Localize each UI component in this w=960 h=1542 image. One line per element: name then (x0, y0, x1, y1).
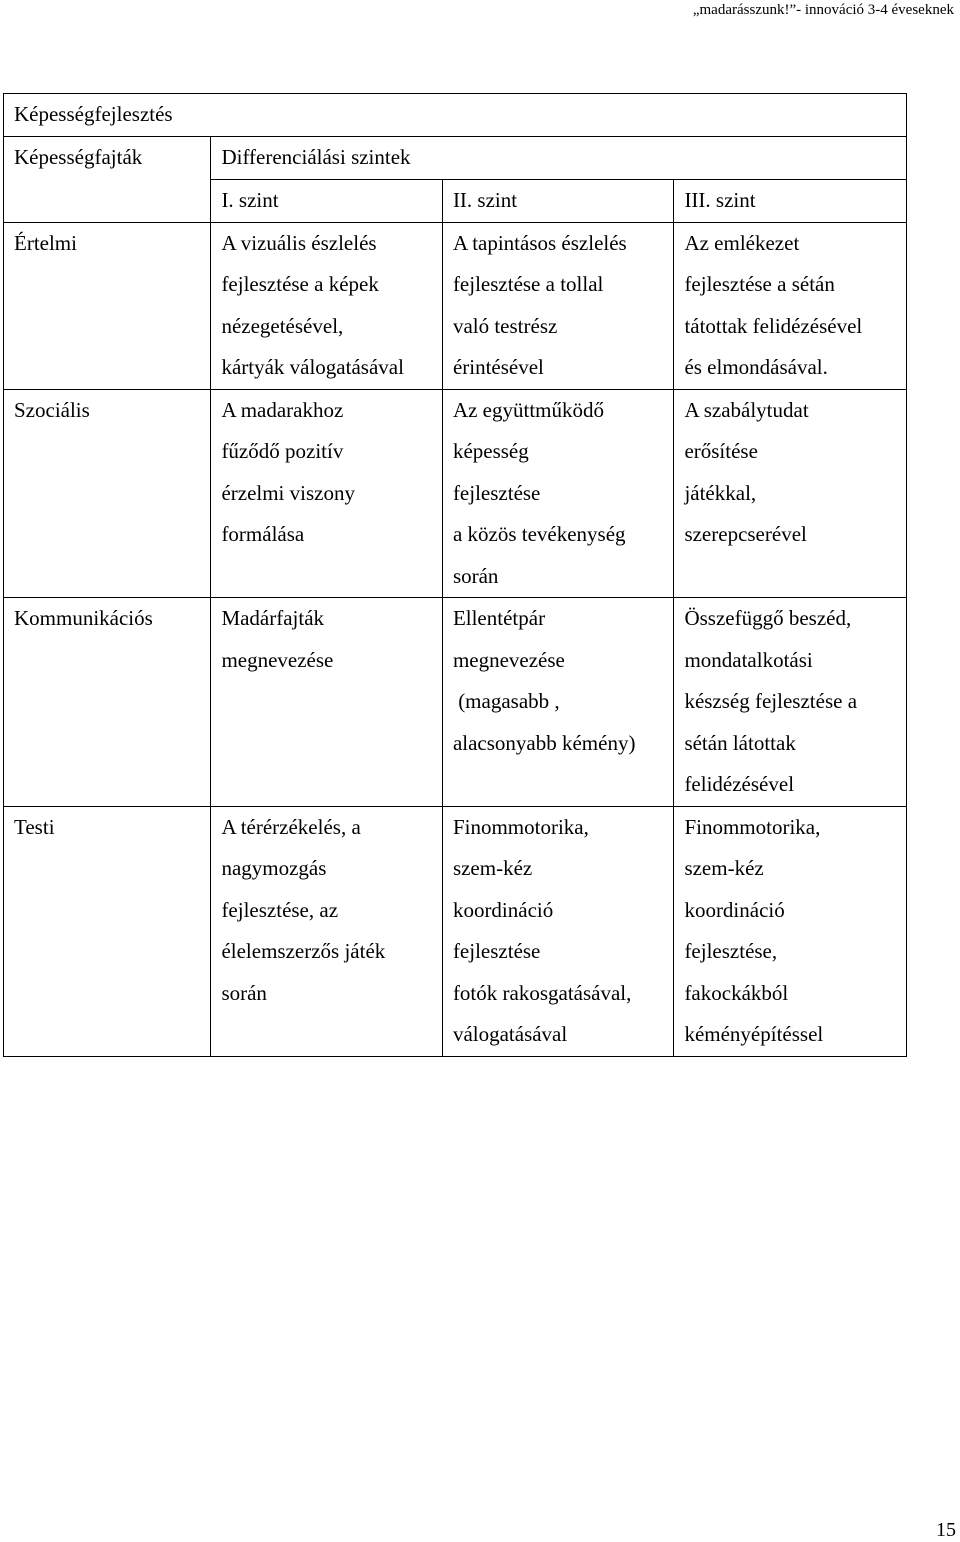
cell-line: koordináció (452, 897, 554, 922)
table-header-row (4, 136, 907, 179)
cell-line: fejlesztése a sétán (684, 272, 835, 296)
level-header-3: III. szint (674, 179, 907, 222)
cell-line: Az együttműködő (452, 397, 604, 422)
cell-line: A madarakhoz (221, 397, 344, 422)
cell-level-3 (674, 222, 907, 389)
table-row-szocialis (4, 389, 907, 598)
cell-line: nagymozgás (221, 856, 327, 880)
cell-level-2 (442, 222, 674, 389)
cell-line: fejlesztése (452, 480, 541, 505)
cell-line: mondatalkotási (684, 647, 813, 672)
cell-line: fakockákból (684, 980, 789, 1005)
cell-line: fotók rakosgatásával, (452, 980, 632, 1005)
cell-line: (magasabb , (452, 689, 560, 713)
cell-line: kártyák válogatásával (221, 355, 404, 379)
cell-line: nézegetésével, (221, 313, 344, 338)
cell-line: Összefüggő beszéd, (684, 606, 852, 630)
row-label: Értelmi (4, 222, 211, 389)
cell-line: fejlesztése, (684, 939, 778, 963)
cell-line: szem-kéz (684, 856, 764, 880)
cell-line: alacsonyabb kémény) (452, 730, 636, 755)
cell-line: való testrész (452, 313, 558, 338)
cell-line: játékkal, (684, 480, 757, 505)
cell-line: válogatásával (452, 1022, 568, 1046)
cell-line: szerepcserével (684, 522, 807, 546)
cell-line: Az emlékezet (684, 230, 800, 255)
cell-level-1 (211, 806, 443, 1056)
cell-level-2 (442, 806, 674, 1056)
cell-line: Ellentétpár (452, 606, 546, 630)
cell-line: Finommotorika, (684, 814, 821, 839)
levels-header: Differenciálási szintek (211, 136, 907, 179)
table-row-kommunikacios (4, 598, 907, 807)
page-number: 15 (936, 1519, 956, 1541)
row-label: Testi (4, 806, 211, 1056)
cell-level-1 (211, 598, 443, 807)
skill-development-table (3, 93, 907, 1057)
running-header: „madarásszunk!”- innováció 3-4 éveseknek (692, 2, 954, 18)
table-row-testi (4, 806, 907, 1056)
cell-line: élelemszerzős játék (221, 939, 386, 963)
cell-line: koordináció (684, 897, 785, 922)
table-row-ertelmi (4, 222, 907, 389)
cell-line: sétán látottak (684, 730, 796, 755)
cell-level-2 (442, 389, 674, 598)
cell-line: tátottak felidézésével (684, 313, 863, 338)
cell-line: formálása (221, 522, 305, 546)
level-header-2: II. szint (442, 179, 674, 222)
cell-level-1 (211, 389, 443, 598)
cell-line: felidézésével (684, 772, 795, 796)
kinds-header: Képességfajták (4, 136, 211, 222)
table-title-row (4, 94, 907, 137)
cell-line: fűződő pozitív (221, 439, 344, 463)
table-title: Képességfejlesztés (4, 94, 907, 137)
cell-line: erősítése (684, 439, 758, 463)
cell-line: A tapintásos észlelés (452, 230, 627, 255)
cell-line: megnevezése (452, 647, 565, 672)
cell-line: Finommotorika, (452, 814, 589, 839)
cell-line: során (221, 980, 267, 1005)
cell-level-3 (674, 806, 907, 1056)
cell-line: A térérzékelés, a (221, 814, 361, 839)
cell-line: és elmondásával. (684, 355, 828, 379)
cell-line: képesség (452, 439, 529, 463)
level-header-1: I. szint (211, 179, 443, 222)
cell-level-3 (674, 598, 907, 807)
cell-line: megnevezése (221, 647, 334, 672)
row-label: Kommunikációs (4, 598, 211, 807)
cell-line: fejlesztése a képek (221, 272, 379, 296)
cell-line: készség fejlesztése a (684, 689, 858, 713)
cell-level-1 (211, 222, 443, 389)
cell-line: Madárfajták (221, 606, 325, 630)
cell-line: A szabálytudat (684, 397, 809, 422)
cell-line: A vizuális észlelés (221, 230, 377, 255)
cell-line: érintésével (452, 355, 544, 379)
cell-line: a közös tevékenység (452, 522, 626, 546)
cell-level-3 (674, 389, 907, 598)
cell-line: fejlesztése, az (221, 897, 339, 922)
cell-line: fejlesztése a tollal (452, 272, 604, 296)
cell-line: során (452, 563, 499, 588)
cell-level-2 (442, 598, 674, 807)
row-label: Szociális (4, 389, 211, 598)
cell-line: szem-kéz (452, 856, 533, 880)
cell-line: érzelmi viszony (221, 480, 355, 505)
cell-line: kéményépítéssel (684, 1022, 824, 1046)
cell-line: fejlesztése (452, 939, 541, 963)
